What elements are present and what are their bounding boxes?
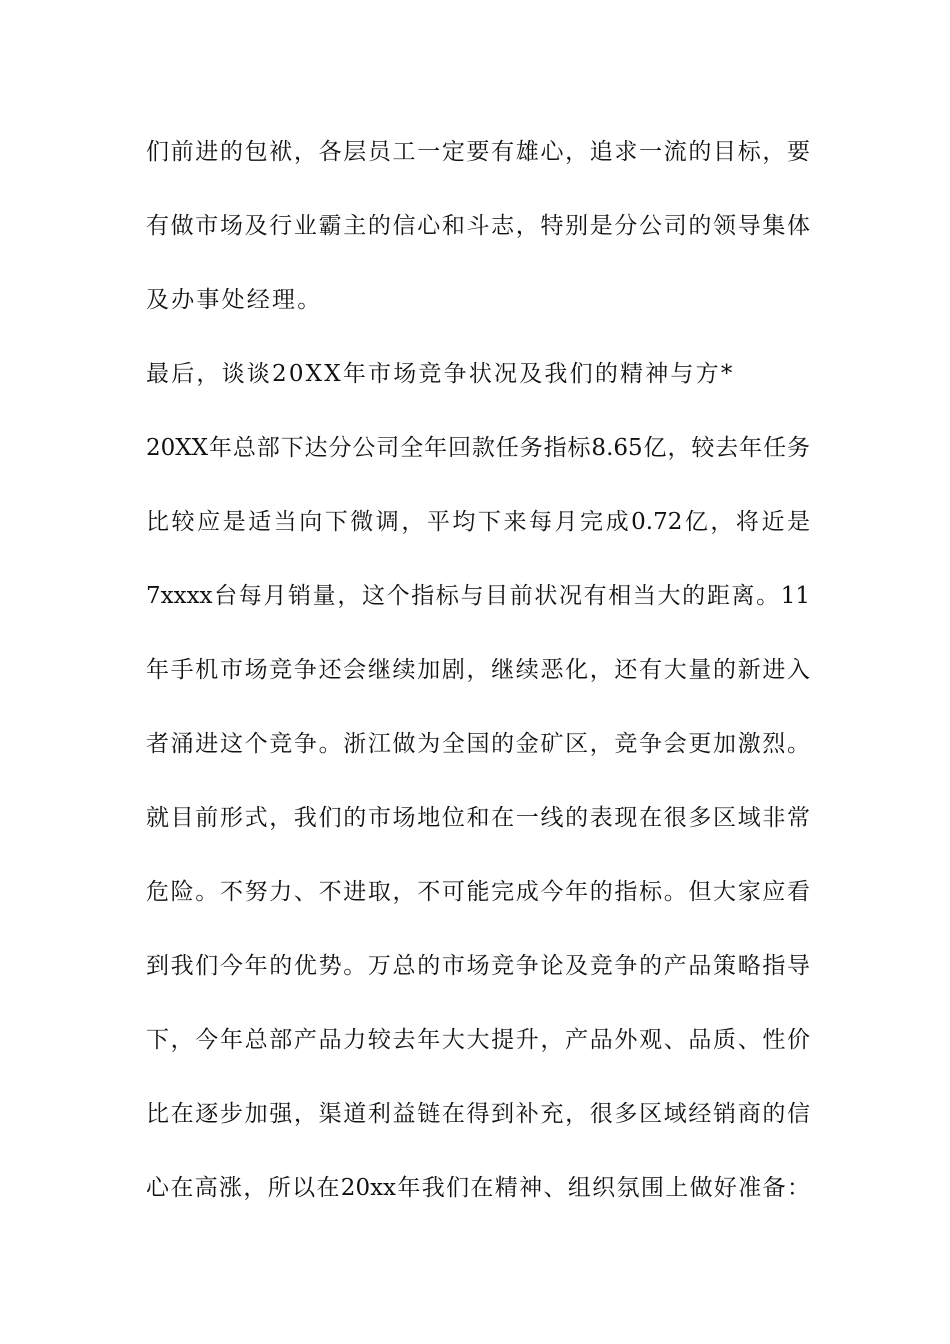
text-line: 们前进的包袱，各层员工一定要有雄心，追求一流的目标，要 bbox=[146, 139, 810, 165]
text-line: 及办事处经理。 bbox=[146, 287, 323, 313]
text-line: 比较应是适当向下微调，平均下来每月完成0.72亿，将近是 bbox=[146, 509, 810, 535]
text-line: 年手机市场竞争还会继续加剧，继续恶化，还有大量的新进入 bbox=[146, 657, 810, 683]
text-line: 下，今年总部产品力较去年大大提升，产品外观、品质、性价 bbox=[146, 1027, 810, 1053]
text-line: 最后，谈谈20XX年市场竞争状况及我们的精神与方* bbox=[146, 361, 735, 387]
text-line: 20XX年总部下达分公司全年回款任务指标8.65亿，较去年任务 bbox=[146, 435, 810, 461]
text-line: 有做市场及行业霸主的信心和斗志，特别是分公司的领导集体 bbox=[146, 213, 810, 239]
text-line: 比在逐步加强，渠道利益链在得到补充，很多区域经销商的信 bbox=[146, 1101, 810, 1127]
text-line: 7xxxx台每月销量，这个指标与目前状况有相当大的距离。11 bbox=[146, 583, 810, 609]
text-line: 心在高涨，所以在20xx年我们在精神、组织氛围上做好准备： bbox=[146, 1175, 810, 1201]
text-line: 者涌进这个竞争。浙江做为全国的金矿区，竞争会更加激烈。 bbox=[146, 731, 810, 757]
text-line: 危险。不努力、不进取，不可能完成今年的指标。但大家应看 bbox=[146, 879, 810, 905]
body-text bbox=[146, 130, 810, 1240]
text-line: 就目前形式，我们的市场地位和在一线的表现在很多区域非常 bbox=[146, 805, 810, 831]
text-line: 到我们今年的优势。万总的市场竞争论及竞争的产品策略指导 bbox=[146, 953, 810, 979]
